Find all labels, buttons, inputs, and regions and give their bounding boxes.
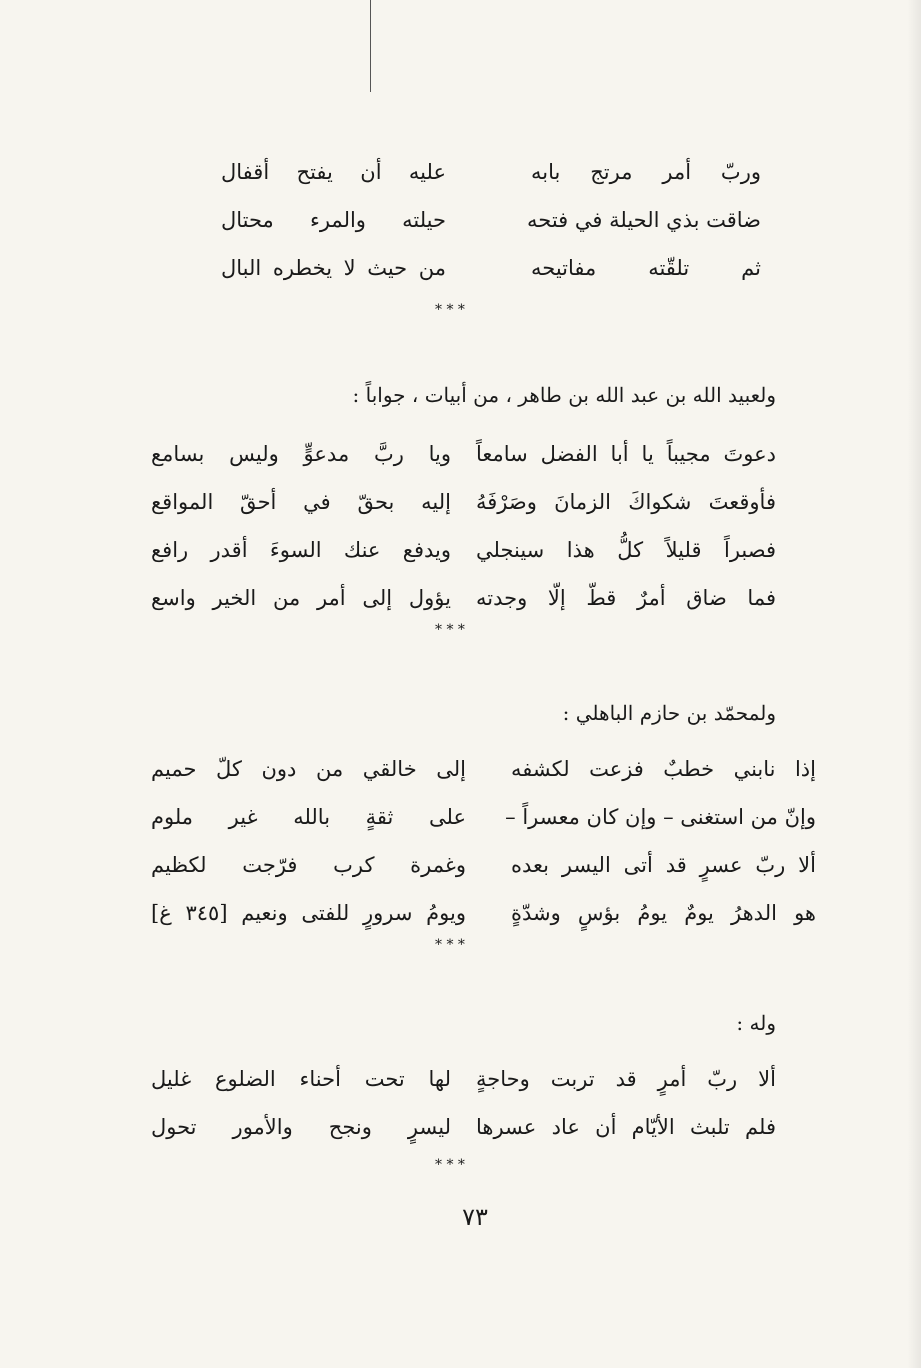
- verse: [151, 430, 776, 478]
- separator-stars: * * *: [435, 302, 465, 318]
- poem-3: [151, 745, 816, 937]
- verse: [221, 148, 761, 196]
- verse-first-hemistich: ثم تلقّته مفاتيحه: [531, 256, 761, 280]
- verse-first-hemistich: هو الدهرُ يومٌ يومُ بؤسٍ وشدّةٍ: [511, 901, 816, 925]
- verse-second-hemistich: ويدفع عنك السوءَ أقدر رافع: [151, 538, 451, 562]
- verse-first-hemistich: فصبراً قليلاً كلُّ هذا سينجلي: [476, 538, 776, 562]
- verse-second-hemistich: إليه بحقّ في أحقّ المواقع: [151, 490, 451, 514]
- verse-second-hemistich: ليسرٍ ونجح والأمور تحول: [151, 1115, 451, 1139]
- verse: [151, 526, 776, 574]
- verse: [151, 1103, 776, 1151]
- poem-1: [221, 148, 761, 292]
- verse-first-hemistich: فلم تلبث الأيّام أن عاد عسرها: [476, 1115, 776, 1139]
- verse-second-hemistich: على ثقةٍ بالله غير ملوم: [151, 805, 466, 829]
- verse: [151, 1055, 776, 1103]
- verse-second-hemistich: وغمرة كرب فرّجت لكظيم: [151, 853, 466, 877]
- separator-stars: * * *: [435, 1157, 465, 1173]
- verse-second-hemistich: حيلته والمرء محتال: [221, 208, 446, 232]
- verse-second-hemistich: من حيث لا يخطره البال: [221, 256, 446, 280]
- gutter-line: [370, 0, 371, 92]
- verse-first-hemistich: وإنّ من استغنى – وإن كان معسراً –: [505, 805, 816, 829]
- verse-first-hemistich: فأوقعتَ شكواكَ الزمانَ وصَرْفَهُ: [476, 490, 776, 514]
- section-intro: ولمحمّد بن حازم الباهلي :: [562, 701, 776, 725]
- section-intro: وله :: [736, 1011, 776, 1035]
- verse-second-hemistich: ويومُ سرورٍ للفتى ونعيم [٣٤٥ غ]: [151, 901, 466, 925]
- verse: [151, 478, 776, 526]
- section-intro: ولعبيد الله بن عبد الله بن طاهر ، من أبيات ، جواباً :: [352, 383, 776, 407]
- verse: [151, 745, 816, 793]
- verse: [221, 244, 761, 292]
- verse-first-hemistich: ألا ربّ أمرٍ قد تربت وحاجةٍ: [476, 1067, 776, 1091]
- page-edge-shadow: [907, 0, 921, 1368]
- verse-second-hemistich: إلى خالقي من دون كلّ حميم: [151, 757, 466, 781]
- verse-second-hemistich: لها تحت أحناء الضلوع غليل: [151, 1067, 451, 1091]
- verse: [151, 889, 816, 937]
- page-number: ٧٣: [462, 1203, 488, 1231]
- poem-4: [151, 1055, 776, 1151]
- verse: [151, 793, 816, 841]
- separator-stars: * * *: [435, 937, 465, 953]
- verse-second-hemistich: عليه أن يفتح أقفال: [221, 160, 446, 184]
- verse: [151, 574, 776, 622]
- verse: [151, 841, 816, 889]
- verse-second-hemistich: ويا ربَّ مدعوٍّ وليس بسامع: [151, 442, 451, 466]
- verse-first-hemistich: إذا نابني خطبٌ فزعت لكشفه: [511, 757, 816, 781]
- poem-2: [151, 430, 776, 622]
- separator-stars: * * *: [435, 622, 465, 638]
- verse: [221, 196, 761, 244]
- verse-first-hemistich: وربّ أمر مرتج بابه: [531, 160, 761, 184]
- verse-first-hemistich: ضاقت بذي الحيلة في فتحه: [527, 208, 761, 232]
- verse-second-hemistich: يؤول إلى أمر من الخير واسع: [151, 586, 451, 610]
- verse-first-hemistich: فما ضاق أمرٌ قطّ إلّا وجدته: [476, 586, 776, 610]
- verse-first-hemistich: دعوتَ مجيباً يا أبا الفضل سامعاً: [476, 442, 776, 466]
- verse-first-hemistich: ألا ربّ عسرٍ قد أتى اليسر بعده: [511, 853, 816, 877]
